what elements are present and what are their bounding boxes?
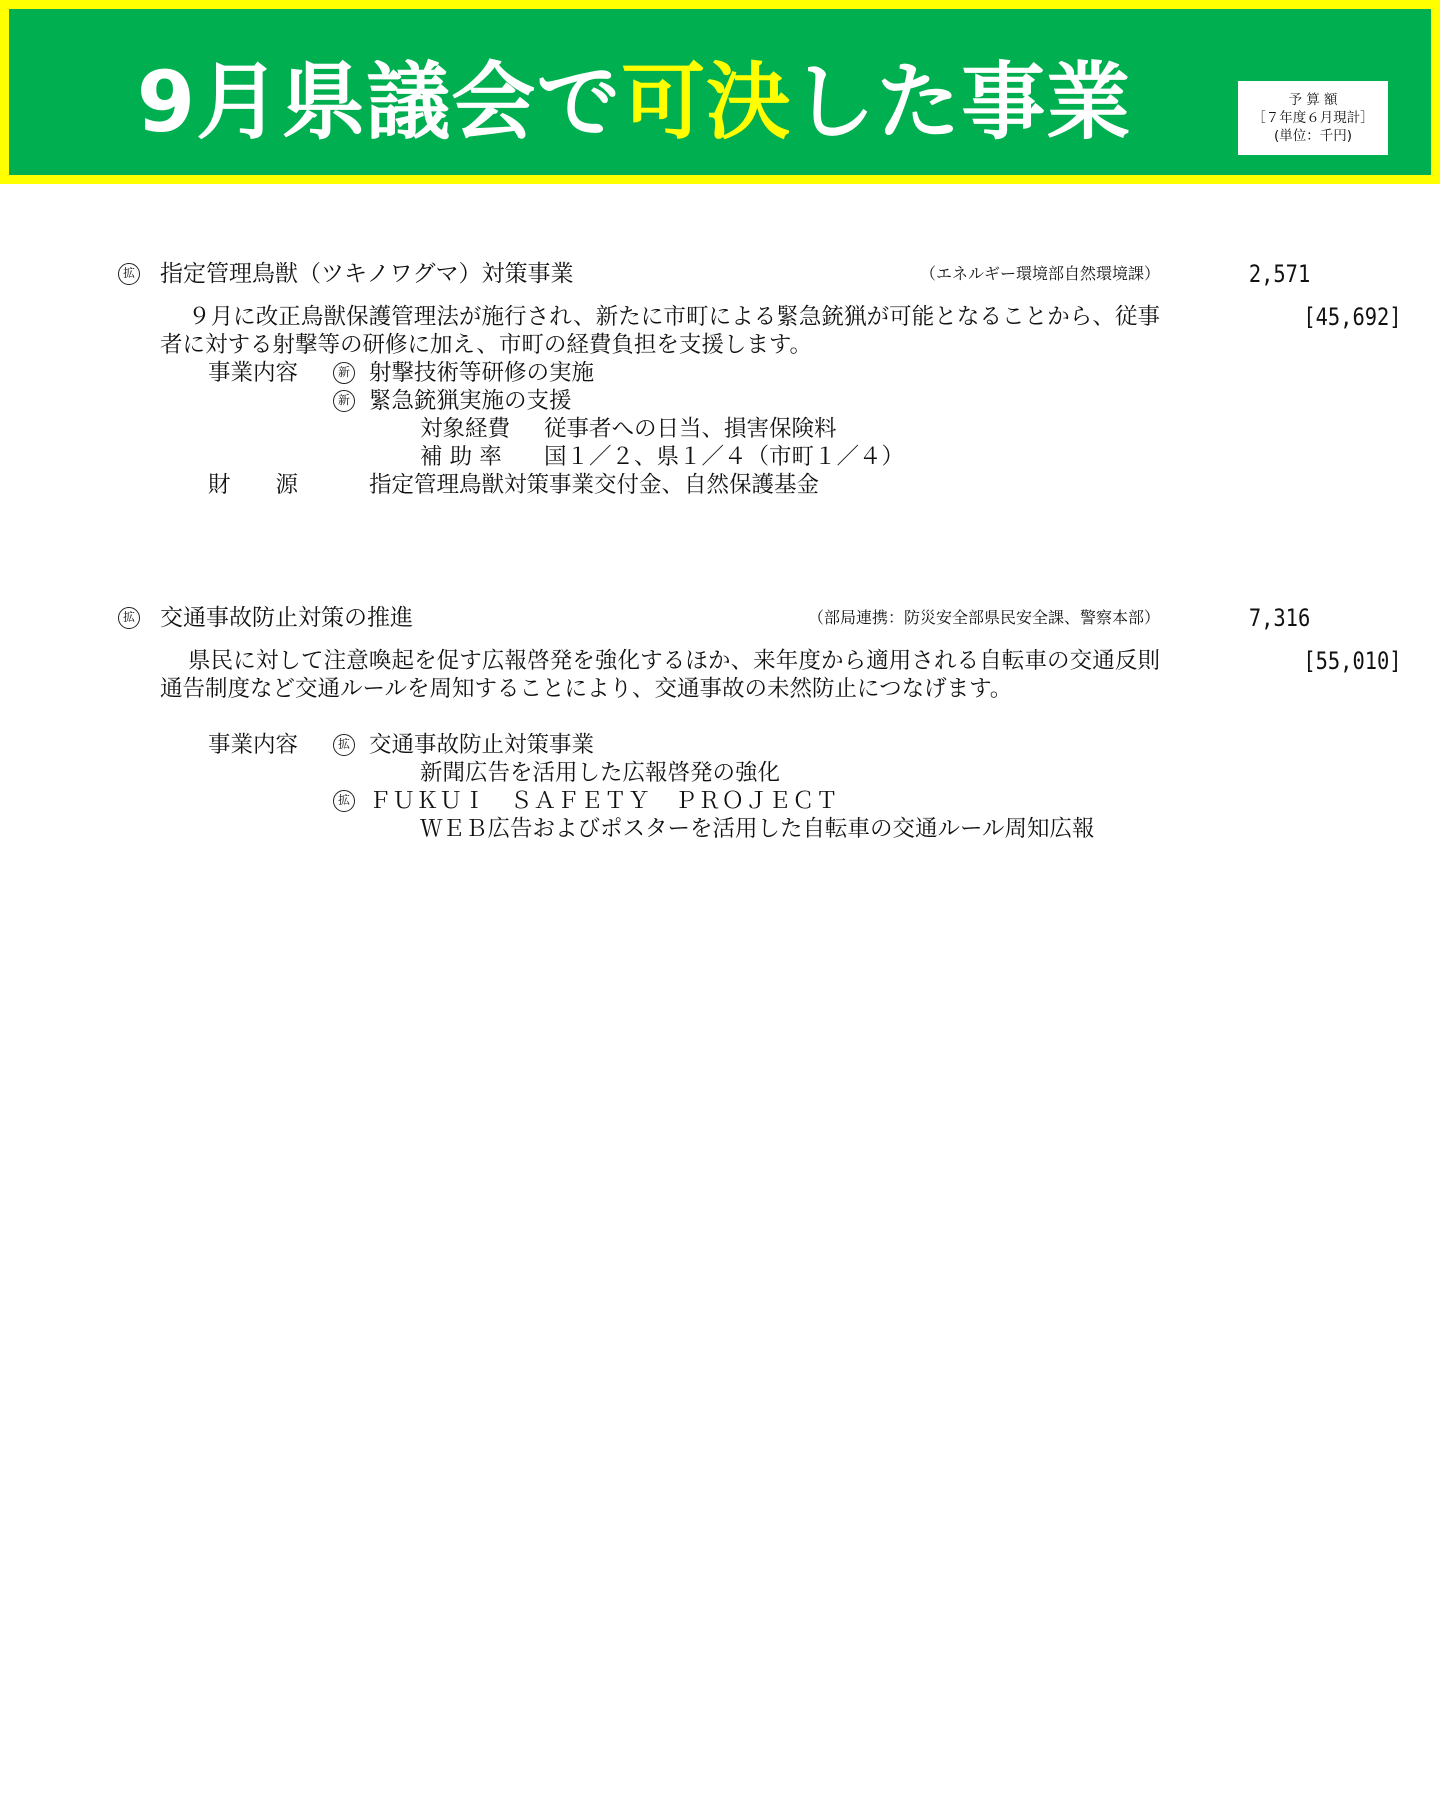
section-amount: 7,316 bbox=[1248, 604, 1310, 632]
budget-unit-label: (単位：千円) bbox=[1273, 128, 1353, 144]
budget-label: 予 算 額 bbox=[1288, 92, 1338, 108]
funding-value: 指定管理鳥獣対策事業交付金、自然保護基金 bbox=[369, 472, 820, 498]
expanded-badge-icon: 拡 bbox=[333, 790, 355, 812]
content-item: ＦＵＫＵＩ ＳＡＦＥＴＹ ＰＲＯＪＥＣＴ bbox=[369, 788, 840, 814]
content-subitem: 新聞広告を活用した広報啓発の強化 bbox=[420, 760, 781, 786]
detail-value: 国１／２、県１／４（市町１／４） bbox=[544, 444, 905, 470]
budget-year-label: ［７年度６月現計］ bbox=[1252, 110, 1374, 126]
expanded-badge-icon: 拡 bbox=[333, 734, 355, 756]
title-highlight: 可決 bbox=[621, 53, 792, 151]
section-header bbox=[118, 256, 1348, 292]
title-part1: 9月県議会で bbox=[136, 53, 622, 151]
detail-value: 従事者への日当、損害保険料 bbox=[544, 416, 837, 442]
content-item: 射撃技術等研修の実施 bbox=[369, 360, 595, 386]
section-total: [55,010] bbox=[1303, 647, 1402, 675]
content-label: 事業内容 bbox=[208, 360, 299, 386]
budget-legend-box bbox=[1238, 81, 1388, 155]
detail-label: 補 助 率 bbox=[420, 444, 502, 470]
detail-label: 対象経費 bbox=[420, 416, 511, 442]
title-part2: した事業 bbox=[791, 53, 1132, 151]
section-department: （部局連携：防災安全部県民安全課、警察本部） bbox=[807, 608, 1160, 627]
section-amount: 2,571 bbox=[1248, 260, 1310, 288]
section-title: 交通事故防止対策の推進 bbox=[160, 605, 413, 631]
content-item: 交通事故防止対策事業 bbox=[369, 732, 595, 758]
content-label: 事業内容 bbox=[208, 732, 299, 758]
header-banner bbox=[0, 0, 1440, 184]
section-title: 指定管理鳥獣（ツキノワグマ）対策事業 bbox=[160, 261, 574, 287]
section-description: ９月に改正鳥獣保護管理法が施行され、新たに市町による緊急銃猟が可能となることから、従事者に対する射撃等の研修に加え、市町の経費負担を支援します。 bbox=[160, 304, 1160, 358]
expanded-badge-icon: 拡 bbox=[118, 607, 140, 629]
funding-label: 財 源 bbox=[208, 472, 299, 498]
section-department: （エネルギー環境部自然環境課） bbox=[919, 264, 1160, 283]
section-header bbox=[118, 600, 1348, 636]
content-item: 緊急銃猟実施の支援 bbox=[369, 388, 572, 414]
new-badge-icon: 新 bbox=[333, 390, 355, 412]
section-description: 県民に対して注意喚起を促す広報啓発を強化するほか、来年度から適用される自転車の交通反則通告制度など交通ルールを周知することにより、交通事故の未然防止につなげます。 bbox=[160, 648, 1160, 702]
section-total: [45,692] bbox=[1303, 303, 1402, 331]
new-badge-icon: 新 bbox=[333, 362, 355, 384]
page-title bbox=[9, 52, 1440, 152]
content-subitem: ＷＥＢ広告およびポスターを活用した自転車の交通ルール周知広報 bbox=[420, 816, 1095, 842]
expanded-badge-icon: 拡 bbox=[118, 263, 140, 285]
